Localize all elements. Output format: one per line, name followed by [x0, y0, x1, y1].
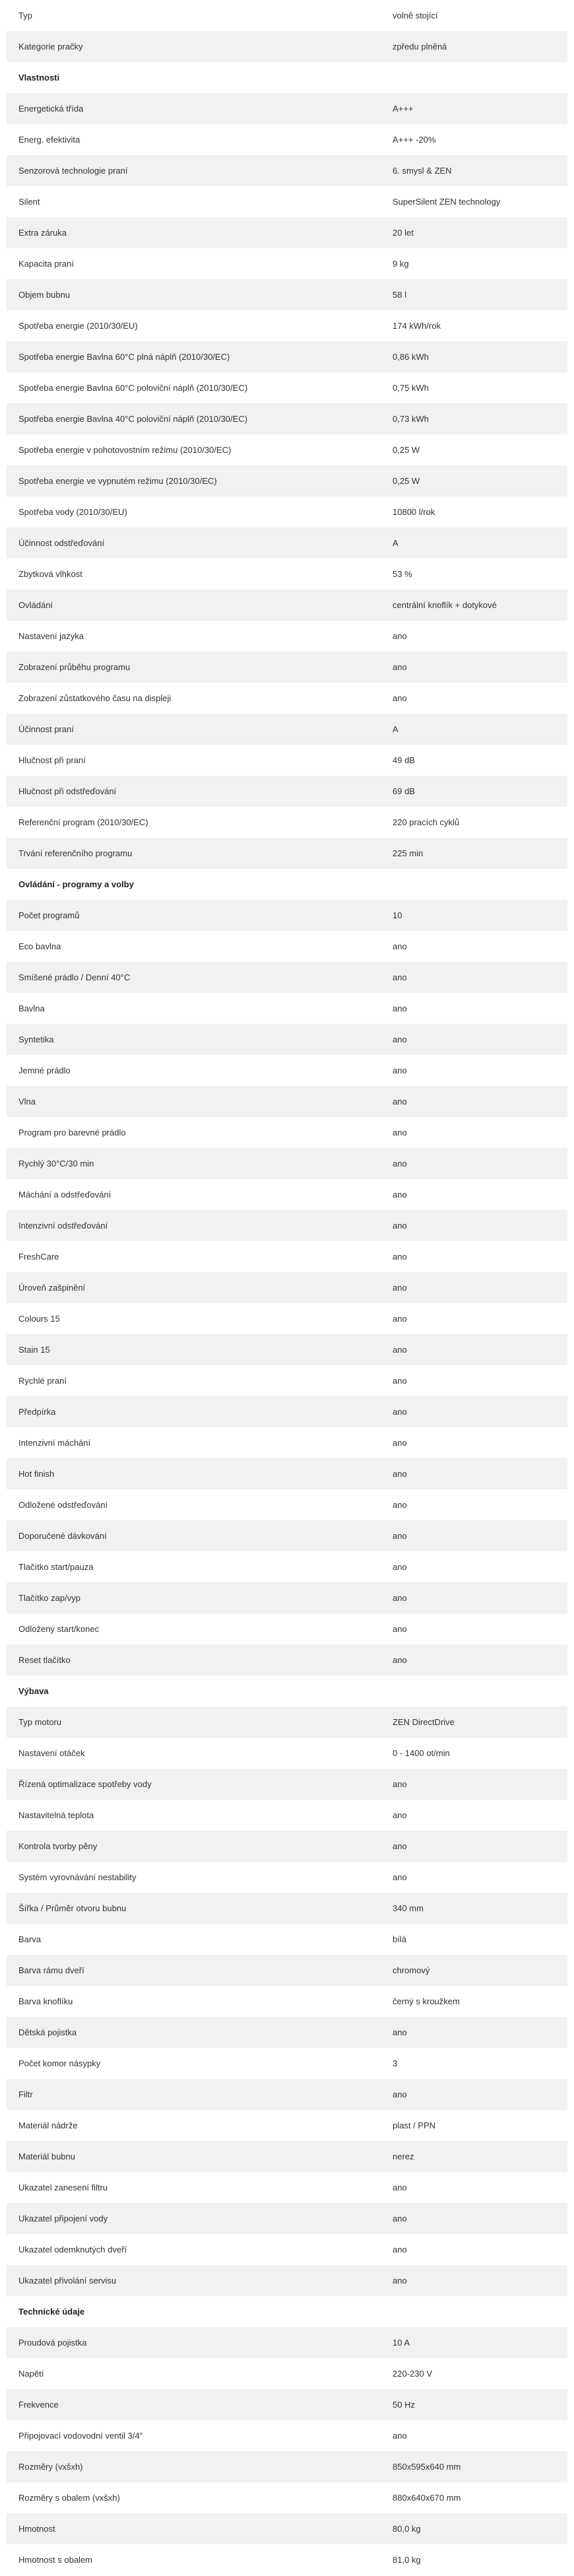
- spec-row: [7, 1551, 567, 1582]
- spec-row: [7, 2451, 567, 2482]
- spec-value: ano: [386, 1396, 567, 1427]
- spec-value: ano: [386, 1769, 567, 1800]
- spec-row: [7, 1458, 567, 1489]
- spec-value: ano: [386, 931, 567, 962]
- spec-label: Program pro barevné prádlo: [7, 1117, 386, 1148]
- spec-label: Trvání referenčního programu: [7, 838, 386, 869]
- spec-row: [7, 2482, 567, 2513]
- spec-value: A+++: [386, 93, 567, 124]
- section-title: Ovládání - programy a volby: [7, 869, 386, 900]
- spec-label: Objem bubnu: [7, 279, 386, 310]
- spec-value: ano: [386, 1862, 567, 1893]
- spec-row: [7, 1117, 567, 1148]
- spec-value: zpředu plněná: [386, 31, 567, 62]
- spec-label: Doporučené dávkování: [7, 1520, 386, 1551]
- spec-label: Vlna: [7, 1086, 386, 1117]
- spec-value: 53 %: [386, 559, 567, 590]
- spec-value: 225 min: [386, 838, 567, 869]
- spec-label: Filtr: [7, 2079, 386, 2110]
- spec-label: Zobrazení zůstatkového času na displeji: [7, 683, 386, 714]
- spec-label: Úroveň zašpinění: [7, 1272, 386, 1303]
- spec-value: 174 kWh/rok: [386, 310, 567, 341]
- spec-row: [7, 900, 567, 931]
- spec-label: Spotřeba energie v pohotovostním režimu (2010/30/EC): [7, 434, 386, 465]
- spec-row: [7, 2327, 567, 2358]
- spec-label: Počet komor násypky: [7, 2048, 386, 2079]
- spec-value: 20 let: [386, 217, 567, 248]
- spec-value: černý s kroužkem: [386, 1986, 567, 2017]
- section-title: Výbava: [7, 1676, 386, 1707]
- spec-row: [7, 217, 567, 248]
- spec-row: [7, 2203, 567, 2234]
- spec-row: [7, 186, 567, 217]
- spec-label: Připojovací vodovodní ventil 3/4": [7, 2420, 386, 2451]
- spec-label: Materiál bubnu: [7, 2141, 386, 2172]
- spec-row: [7, 403, 567, 434]
- spec-value: ano: [386, 1582, 567, 1613]
- spec-value: volně stojící: [386, 0, 567, 31]
- spec-row: [7, 1396, 567, 1427]
- spec-value: ano: [386, 1148, 567, 1179]
- section-spacer: [386, 62, 567, 93]
- spec-row: [7, 124, 567, 155]
- spec-value: A: [386, 527, 567, 559]
- spec-row: [7, 838, 567, 869]
- spec-label: Kategorie pračky: [7, 31, 386, 62]
- spec-label: Systém vyrovnávání nestability: [7, 1862, 386, 1893]
- spec-value: ano: [386, 1024, 567, 1055]
- spec-value: ano: [386, 962, 567, 993]
- spec-row: [7, 0, 567, 31]
- spec-row: [7, 2513, 567, 2544]
- spec-value: chromový: [386, 1955, 567, 1986]
- spec-label: Spotřeba energie Bavlna 60°C poloviční náplň (2010/30/EC): [7, 372, 386, 403]
- spec-value: 220-230 V: [386, 2358, 567, 2389]
- spec-label: Barva rámu dveří: [7, 1955, 386, 1986]
- spec-value: 81,0 kg: [386, 2544, 567, 2575]
- spec-row: [7, 559, 567, 590]
- spec-value: ano: [386, 2420, 567, 2451]
- spec-row: [7, 434, 567, 465]
- spec-value: 3: [386, 2048, 567, 2079]
- spec-value: ano: [386, 1613, 567, 1644]
- spec-value: 10 A: [386, 2327, 567, 2358]
- spec-label: Rozměry s obalem (vxšxh): [7, 2482, 386, 2513]
- spec-value: 0,73 kWh: [386, 403, 567, 434]
- spec-row: [7, 310, 567, 341]
- spec-row: [7, 1582, 567, 1613]
- spec-label: Hmotnost: [7, 2513, 386, 2544]
- spec-label: Počet programů: [7, 900, 386, 931]
- spec-label: Nastavení otáček: [7, 1738, 386, 1769]
- spec-value: ano: [386, 2265, 567, 2296]
- spec-label: Eco bavlna: [7, 931, 386, 962]
- spec-value: centrální knoflík + dotykové: [386, 590, 567, 621]
- specification-table-body: [7, 0, 567, 2575]
- spec-value: A: [386, 714, 567, 745]
- spec-label: Řízená optimalizace spotřeby vody: [7, 1769, 386, 1800]
- spec-label: Tlačítko zap/vyp: [7, 1582, 386, 1613]
- spec-value: 9 kg: [386, 248, 567, 279]
- spec-label: Účinnost odstřeďování: [7, 527, 386, 559]
- spec-row: [7, 776, 567, 807]
- spec-row: [7, 2048, 567, 2079]
- spec-label: Ovládání: [7, 590, 386, 621]
- spec-row: [7, 1086, 567, 1117]
- spec-row: [7, 496, 567, 527]
- spec-row: [7, 279, 567, 310]
- spec-label: Účinnost praní: [7, 714, 386, 745]
- spec-value: ano: [386, 1644, 567, 1676]
- spec-row: [7, 962, 567, 993]
- spec-value: 80,0 kg: [386, 2513, 567, 2544]
- spec-row: [7, 527, 567, 559]
- spec-row: [7, 2358, 567, 2389]
- spec-value: 880x640x670 mm: [386, 2482, 567, 2513]
- spec-row: [7, 993, 567, 1024]
- section-header-row: [7, 2296, 567, 2327]
- spec-value: ano: [386, 1179, 567, 1210]
- spec-label: Nastavitelná teplota: [7, 1800, 386, 1831]
- spec-label: Stain 15: [7, 1334, 386, 1365]
- spec-label: Předpírka: [7, 1396, 386, 1427]
- spec-label: Typ: [7, 0, 386, 31]
- spec-label: Napětí: [7, 2358, 386, 2389]
- spec-label: Hmotnost s obalem: [7, 2544, 386, 2575]
- spec-row: [7, 1272, 567, 1303]
- spec-label: Colours 15: [7, 1303, 386, 1334]
- spec-label: Barva: [7, 1924, 386, 1955]
- spec-row: [7, 2079, 567, 2110]
- spec-row: [7, 1427, 567, 1458]
- spec-label: Rychlé praní: [7, 1365, 386, 1396]
- spec-label: Senzorová technologie praní: [7, 155, 386, 186]
- spec-value: ano: [386, 1117, 567, 1148]
- spec-value: ano: [386, 621, 567, 652]
- spec-label: Spotřeba energie Bavlna 60°C plná náplň (2010/30/EC): [7, 341, 386, 372]
- spec-row: [7, 31, 567, 62]
- spec-label: Rozměry (vxšxh): [7, 2451, 386, 2482]
- spec-row: [7, 1738, 567, 1769]
- spec-row: [7, 590, 567, 621]
- spec-row: [7, 2234, 567, 2265]
- spec-label: Materiál nádrže: [7, 2110, 386, 2141]
- spec-value: 0,25 W: [386, 465, 567, 496]
- spec-value: nerez: [386, 2141, 567, 2172]
- spec-row: [7, 2110, 567, 2141]
- spec-row: [7, 1303, 567, 1334]
- section-header-row: [7, 62, 567, 93]
- spec-label: Rychlý 30°C/30 min: [7, 1148, 386, 1179]
- spec-value: ano: [386, 1303, 567, 1334]
- spec-value: A+++ -20%: [386, 124, 567, 155]
- spec-value: 49 dB: [386, 745, 567, 776]
- spec-value: ZEN DirectDrive: [386, 1707, 567, 1738]
- spec-label: Syntetika: [7, 1024, 386, 1055]
- spec-value: ano: [386, 1551, 567, 1582]
- spec-row: [7, 2544, 567, 2575]
- spec-row: [7, 2265, 567, 2296]
- spec-value: ano: [386, 1831, 567, 1862]
- spec-row: [7, 1707, 567, 1738]
- spec-row: [7, 1613, 567, 1644]
- spec-value: ano: [386, 2172, 567, 2203]
- spec-value: 0 - 1400 ot/min: [386, 1738, 567, 1769]
- spec-row: [7, 1210, 567, 1241]
- spec-row: [7, 2389, 567, 2420]
- spec-row: [7, 155, 567, 186]
- spec-label: Tlačítko start/pauza: [7, 1551, 386, 1582]
- spec-row: [7, 1241, 567, 1272]
- spec-value: plast / PPN: [386, 2110, 567, 2141]
- spec-label: Typ motoru: [7, 1707, 386, 1738]
- spec-row: [7, 2420, 567, 2451]
- spec-row: [7, 2172, 567, 2203]
- spec-label: Máchání a odstřeďování: [7, 1179, 386, 1210]
- spec-value: ano: [386, 1210, 567, 1241]
- spec-row: [7, 1769, 567, 1800]
- specification-table: [7, 0, 567, 2575]
- spec-label: Jemné prádlo: [7, 1055, 386, 1086]
- spec-label: FreshCare: [7, 1241, 386, 1272]
- spec-label: Energetická třída: [7, 93, 386, 124]
- spec-row: [7, 1862, 567, 1893]
- spec-value: 58 l: [386, 279, 567, 310]
- spec-row: [7, 1831, 567, 1862]
- spec-row: [7, 683, 567, 714]
- spec-label: Proudová pojistka: [7, 2327, 386, 2358]
- spec-value: 850x595x640 mm: [386, 2451, 567, 2482]
- spec-row: [7, 248, 567, 279]
- spec-row: [7, 1924, 567, 1955]
- spec-label: Kapacita praní: [7, 248, 386, 279]
- section-spacer: [386, 2296, 567, 2327]
- spec-value: 0,25 W: [386, 434, 567, 465]
- spec-value: 340 mm: [386, 1893, 567, 1924]
- spec-value: SuperSilent ZEN technology: [386, 186, 567, 217]
- spec-value: ano: [386, 1427, 567, 1458]
- spec-row: [7, 621, 567, 652]
- spec-row: [7, 465, 567, 496]
- spec-label: Spotřeba energie ve vypnutém režimu (2010/30/EC): [7, 465, 386, 496]
- spec-row: [7, 341, 567, 372]
- spec-row: [7, 1148, 567, 1179]
- spec-value: ano: [386, 993, 567, 1024]
- spec-value: ano: [386, 1489, 567, 1520]
- spec-label: Zbytková vlhkost: [7, 559, 386, 590]
- spec-row: [7, 1986, 567, 2017]
- section-title: Technické údaje: [7, 2296, 386, 2327]
- spec-row: [7, 714, 567, 745]
- spec-label: Odložené odstřeďování: [7, 1489, 386, 1520]
- spec-value: 69 dB: [386, 776, 567, 807]
- spec-row: [7, 1055, 567, 1086]
- spec-value: 0,75 kWh: [386, 372, 567, 403]
- spec-label: Ukazatel připojení vody: [7, 2203, 386, 2234]
- spec-label: Frekvence: [7, 2389, 386, 2420]
- spec-value: ano: [386, 652, 567, 683]
- spec-label: Reset tlačítko: [7, 1644, 386, 1676]
- spec-value: ano: [386, 1241, 567, 1272]
- spec-label: Spotřeba energie (2010/30/EU): [7, 310, 386, 341]
- spec-row: [7, 745, 567, 776]
- spec-label: Spotřeba energie Bavlna 40°C poloviční náplň (2010/30/EC): [7, 403, 386, 434]
- section-spacer: [386, 869, 567, 900]
- spec-row: [7, 1644, 567, 1676]
- spec-value: ano: [386, 1272, 567, 1303]
- spec-row: [7, 372, 567, 403]
- spec-value: 50 Hz: [386, 2389, 567, 2420]
- spec-label: Referenční program (2010/30/EC): [7, 807, 386, 838]
- spec-label: Odložený start/konec: [7, 1613, 386, 1644]
- spec-label: Kontrola tvorby pěny: [7, 1831, 386, 1862]
- spec-label: Intenzivní odstřeďování: [7, 1210, 386, 1241]
- spec-row: [7, 2141, 567, 2172]
- spec-row: [7, 1489, 567, 1520]
- spec-label: Barva knoflíku: [7, 1986, 386, 2017]
- spec-label: Bavlna: [7, 993, 386, 1024]
- spec-label: Ukazatel přivolání servisu: [7, 2265, 386, 2296]
- spec-row: [7, 1893, 567, 1924]
- spec-row: [7, 93, 567, 124]
- section-spacer: [386, 1676, 567, 1707]
- spec-value: ano: [386, 2017, 567, 2048]
- spec-value: ano: [386, 1458, 567, 1489]
- spec-value: ano: [386, 1365, 567, 1396]
- spec-value: ano: [386, 2203, 567, 2234]
- spec-value: ano: [386, 683, 567, 714]
- spec-row: [7, 1800, 567, 1831]
- spec-value: ano: [386, 2234, 567, 2265]
- spec-row: [7, 1334, 567, 1365]
- spec-row: [7, 1365, 567, 1396]
- spec-row: [7, 1179, 567, 1210]
- spec-label: Smíšené prádlo / Denní 40°C: [7, 962, 386, 993]
- spec-value: ano: [386, 1800, 567, 1831]
- spec-value: bílá: [386, 1924, 567, 1955]
- spec-label: Ukazatel zanesení filtru: [7, 2172, 386, 2203]
- spec-row: [7, 1024, 567, 1055]
- spec-label: Silent: [7, 186, 386, 217]
- spec-value: ano: [386, 1055, 567, 1086]
- spec-row: [7, 1955, 567, 1986]
- spec-label: Dětská pojistka: [7, 2017, 386, 2048]
- spec-label: Hot finish: [7, 1458, 386, 1489]
- spec-label: Šířka / Průměr otvoru bubnu: [7, 1893, 386, 1924]
- spec-row: [7, 1520, 567, 1551]
- spec-row: [7, 807, 567, 838]
- spec-value: ano: [386, 1086, 567, 1117]
- spec-label: Spotřeba vody (2010/30/EU): [7, 496, 386, 527]
- section-header-row: [7, 1676, 567, 1707]
- spec-label: Zobrazení průběhu programu: [7, 652, 386, 683]
- spec-row: [7, 652, 567, 683]
- section-header-row: [7, 869, 567, 900]
- spec-label: Nastavení jazyka: [7, 621, 386, 652]
- spec-value: 10: [386, 900, 567, 931]
- spec-label: Hlučnost při odstřeďování: [7, 776, 386, 807]
- section-title: Vlastnosti: [7, 62, 386, 93]
- spec-label: Intenzivní máchání: [7, 1427, 386, 1458]
- spec-value: 10800 l/rok: [386, 496, 567, 527]
- spec-value: 220 pracích cyklů: [386, 807, 567, 838]
- spec-label: Energ. efektivita: [7, 124, 386, 155]
- spec-label: Hlučnost při praní: [7, 745, 386, 776]
- spec-row: [7, 2017, 567, 2048]
- spec-value: ano: [386, 1520, 567, 1551]
- spec-label: Extra záruka: [7, 217, 386, 248]
- spec-value: ano: [386, 2079, 567, 2110]
- spec-value: ano: [386, 1334, 567, 1365]
- spec-value: 0,86 kWh: [386, 341, 567, 372]
- spec-row: [7, 931, 567, 962]
- spec-label: Ukazatel odemknutých dveří: [7, 2234, 386, 2265]
- spec-value: 6. smysl & ZEN: [386, 155, 567, 186]
